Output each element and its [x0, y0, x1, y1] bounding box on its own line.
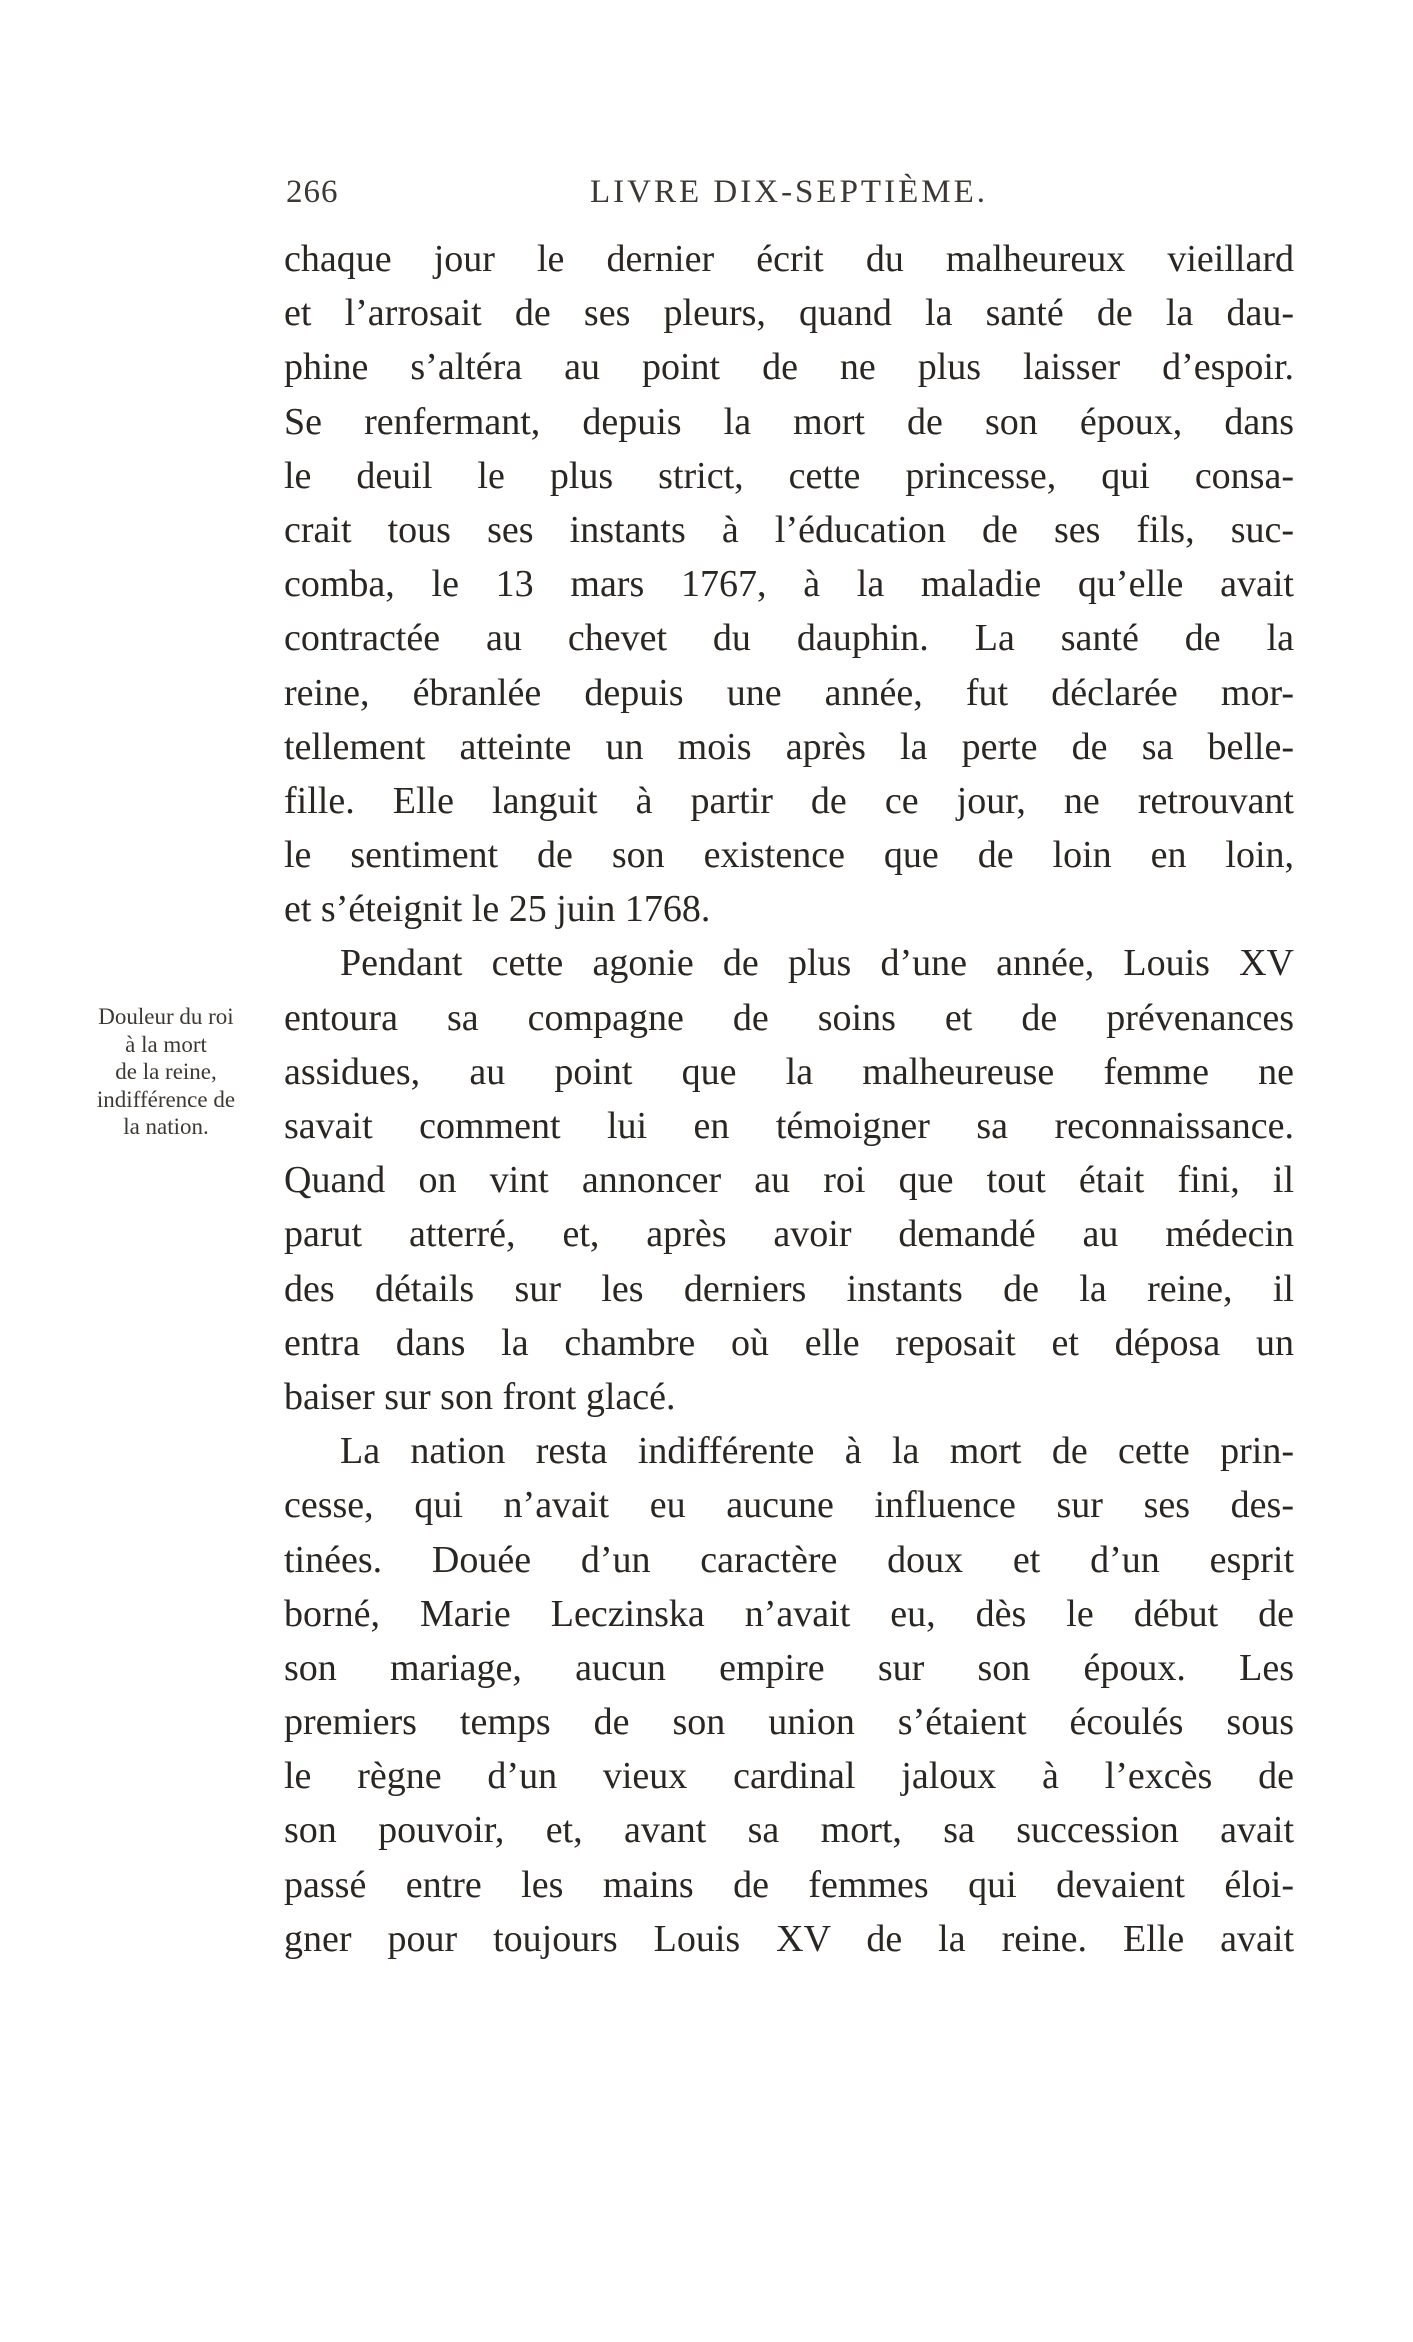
text-line: Se renfermant, depuis la mort de son époux, dans — [284, 400, 1294, 443]
text-line: le sentiment de son existence que de loin en loin, — [284, 834, 1294, 877]
text-line: savait comment lui en témoigner sa reconnaissance. — [284, 1105, 1294, 1147]
page-number: 266 — [286, 174, 339, 210]
text-line: baiser sur son front glacé. — [284, 1375, 676, 1418]
text-line: le deuil le plus strict, cette princesse, qui consa- — [284, 454, 1294, 497]
text-line: tinées. Douée d’un caractère doux et d’un esprit — [284, 1538, 1294, 1581]
text-line: premiers temps de son union s’étaient écoulés sous — [284, 1701, 1294, 1744]
text-line: Quand on vint annoncer au roi que tout était fini, il — [284, 1159, 1294, 1202]
text-line: borné, Marie Leczinska n’avait eu, dès le début de — [284, 1592, 1294, 1635]
text-line: passé entre les mains de femmes qui devaient éloi- — [284, 1863, 1294, 1906]
text-line: et l’arrosait de ses pleurs, quand la santé de la dau- — [284, 292, 1294, 335]
text-line: parut atterré, et, après avoir demandé au médecin — [284, 1213, 1294, 1256]
text-line: son mariage, aucun empire sur son époux. Les — [284, 1646, 1294, 1689]
text-line: Pendant cette agonie de plus d’une année, Louis XV — [340, 942, 1294, 985]
text-line: reine, ébranlée depuis une année, fut déclarée mor- — [284, 671, 1294, 714]
margin-note-line: à la mort — [125, 1031, 207, 1057]
text-line: fille. Elle languit à partir de ce jour, ne retrouvant — [284, 779, 1294, 822]
margin-note-line: la nation. — [123, 1114, 209, 1139]
text-line: contractée au chevet du dauphin. La santé de la — [284, 617, 1294, 660]
text-line: comba, le 13 mars 1767, à la maladie qu’elle avait — [284, 563, 1294, 606]
text-line: assidues, au point que la malheureuse femme ne — [284, 1050, 1294, 1093]
text-line: phine s’altéra au point de ne plus laisser d’espoir. — [284, 346, 1294, 389]
margin-note-line: indifférence de — [96, 1086, 236, 1112]
text-line: entra dans la chambre où elle reposait et déposa un — [284, 1321, 1294, 1364]
text-line: La nation resta indifférente à la mort de cette prin- — [340, 1430, 1294, 1473]
text-line: des détails sur les derniers instants de la reine, il — [284, 1267, 1294, 1310]
margin-note-line: Douleur du roi — [98, 1004, 234, 1029]
text-line: le règne d’un vieux cardinal jaloux à l’excès de — [284, 1755, 1294, 1798]
text-line: chaque jour le dernier écrit du malheureux vieillard — [284, 238, 1294, 280]
text-line: entoura sa compagne de soins et de prévenances — [284, 996, 1294, 1039]
text-line: crait tous ses instants à l’éducation de ses fils, suc- — [284, 508, 1294, 551]
body-text — [284, 232, 1294, 1966]
margin-note-line: de la reine, — [115, 1059, 217, 1084]
text-line: tellement atteinte un mois après la perte de sa belle- — [284, 725, 1294, 768]
text-line: et s’éteignit le 25 juin 1768. — [284, 888, 711, 931]
running-head: LIVRE DIX-SEPTIÈME. — [590, 174, 988, 210]
text-line: cesse, qui n’avait eu aucune influence sur ses des- — [284, 1484, 1294, 1527]
text-line: son pouvoir, et, avant sa mort, sa succession avait — [284, 1809, 1294, 1852]
text-line: gner pour toujours Louis XV de la reine. Elle avait — [284, 1917, 1294, 1960]
page-header — [284, 172, 1294, 212]
margin-note — [60, 1003, 272, 1141]
